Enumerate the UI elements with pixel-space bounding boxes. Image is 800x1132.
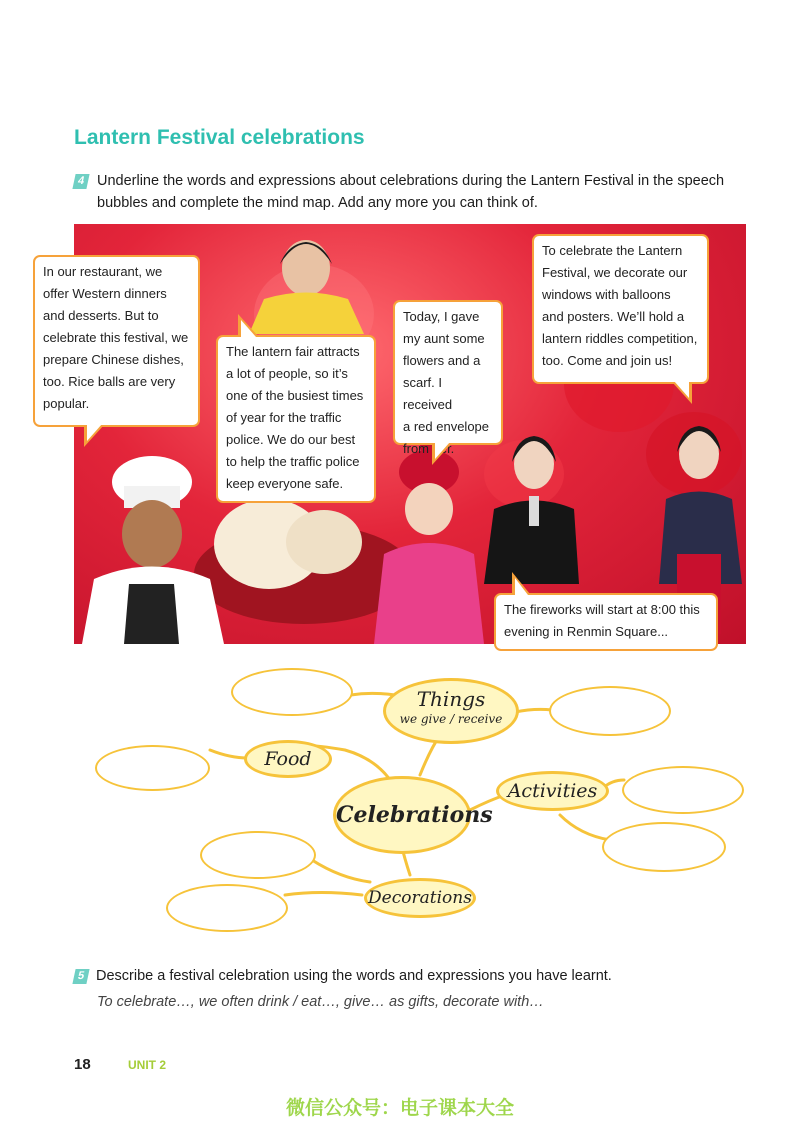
girl-face xyxy=(405,483,453,535)
mind-map-empty-node[interactable] xyxy=(166,884,288,932)
bubble-line: popular. xyxy=(43,396,90,411)
exercise-4-badge: 4 xyxy=(72,174,89,189)
bubble-tail xyxy=(435,442,450,459)
page-number: 18 xyxy=(74,1056,91,1073)
section-title: Lantern Festival celebrations xyxy=(74,126,365,149)
mind-map-node-things xyxy=(383,678,519,744)
bubble-line: police. We do our best xyxy=(226,432,356,447)
bubble-girl xyxy=(393,300,503,456)
instruction-line-1: Underline the words and expressions about celebrations during the Lantern Festival in the speech xyxy=(97,173,725,189)
mind-map-node-activities: Activities xyxy=(496,771,609,811)
mind-map-empty-node[interactable] xyxy=(602,822,726,872)
mind-map-empty-node[interactable] xyxy=(200,831,316,879)
things-subtitle: we give / receive xyxy=(399,712,503,726)
chef-face xyxy=(122,500,182,568)
mind-map-node-food: Food xyxy=(244,740,332,778)
bubble-line: celebrate this festival, we xyxy=(43,330,189,345)
bubble-line: offer Western dinners xyxy=(43,286,167,301)
bubble-line: windows with balloons xyxy=(542,287,671,302)
microphone xyxy=(529,496,539,526)
mind-map-empty-node[interactable] xyxy=(622,766,744,814)
bubble-line: In our restaurant, we xyxy=(43,264,163,279)
bubble-line: my aunt some xyxy=(403,331,485,346)
exercise-5-badge: 5 xyxy=(72,969,89,984)
bubble-line: evening in Renmin Square... xyxy=(504,624,669,639)
branch-line xyxy=(515,709,552,712)
bubble-tail xyxy=(515,578,528,595)
rice-ball xyxy=(286,510,362,574)
watermark: 微信公众号：电子课本大全 xyxy=(285,1098,514,1119)
girl-coat xyxy=(374,543,484,644)
bubble-line: and posters. We’ll hold a xyxy=(542,309,685,324)
bubble-line: flowers and a xyxy=(403,353,481,368)
things-title: Things xyxy=(416,687,486,711)
branch-line xyxy=(312,860,370,882)
bubble-line: and desserts. But to xyxy=(43,308,159,323)
bubble-line: a lot of people, so it’s xyxy=(226,366,348,381)
bubble-line: keep everyone safe. xyxy=(226,476,344,491)
bubble-line: To celebrate the Lantern xyxy=(542,243,683,258)
police-vest xyxy=(249,293,364,335)
bubble-chef xyxy=(33,255,200,427)
bubble-tail xyxy=(241,320,256,337)
mind-map-empty-node[interactable] xyxy=(549,686,671,736)
bubble-line: too. Come and join us! xyxy=(542,353,673,368)
exercise-5-instruction: Describe a festival celebration using the words and expressions you have learnt. xyxy=(96,968,612,984)
exercise-5-example: To celebrate…, we often drink / eat…, give… as gifts, decorate with… xyxy=(97,994,544,1010)
instruction-line-2: bubbles and complete the mind map. Add any more you can think of. xyxy=(97,195,538,211)
mind-map-empty-node[interactable] xyxy=(231,668,353,716)
branch-line xyxy=(560,815,610,840)
bubble-tail xyxy=(674,381,689,398)
bubble-line: The fireworks will start at 8:00 this xyxy=(504,602,700,617)
mind-map-node-center: Celebrations xyxy=(333,776,471,854)
bubble-line: one of the busiest times xyxy=(226,388,364,403)
bubble-staff xyxy=(532,234,709,384)
branch-line xyxy=(210,750,248,758)
bubble-line: a red envelope xyxy=(403,419,490,434)
branch-line xyxy=(285,893,362,896)
bubble-line: prepare Chinese dishes, xyxy=(43,352,184,367)
bubble-line: lantern riddles competition, xyxy=(542,331,698,346)
bubble-line: from her. xyxy=(403,441,455,456)
chef-apron xyxy=(124,584,179,644)
bubble-line: Festival, we decorate our xyxy=(542,265,688,280)
bubble-line: too. Rice balls are very xyxy=(43,374,176,389)
bubble-reporter xyxy=(494,593,718,651)
unit-label: UNIT 2 xyxy=(128,1058,167,1072)
police-face xyxy=(282,240,330,296)
bubble-line: scarf. I received xyxy=(403,375,453,412)
bubble-tail xyxy=(87,424,102,441)
bubble-line: to help the traffic police xyxy=(226,454,360,469)
exercise-4-instruction xyxy=(97,170,747,214)
bubble-line: of year for the traffic xyxy=(226,410,342,425)
bubble-line: Today, I gave xyxy=(403,309,480,324)
bubble-police xyxy=(216,335,376,503)
mind-map-empty-node[interactable] xyxy=(95,745,210,791)
bubble-line: The lantern fair attracts xyxy=(226,344,360,359)
mind-map-node-decorations: Decorations xyxy=(364,878,476,918)
